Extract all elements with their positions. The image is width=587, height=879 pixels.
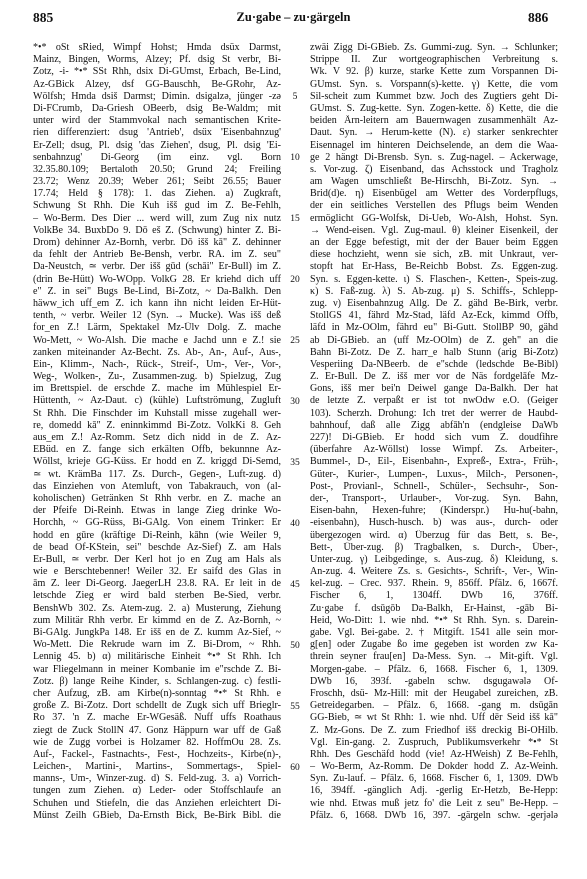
- text-line: *•* oSt sRied, Wimpf Hohst; Hmda dsüx Darmst,: [33, 42, 281, 53]
- text-line: Eisennagel im hinteren Deichselende, an dem die Waa-: [310, 139, 558, 151]
- text-line: Güter-, Kurier-, Lumpen-, Luxus-, Milch-, Personen-,: [310, 468, 558, 480]
- text-line: ermöglicht GG-Wolfsk, Di-Ueb, Wo-Alsh, Hohst. Syn.: [310, 212, 558, 224]
- text-line: Auf-, Fackel-, Fastnachts-, Fest-, Hochzeits-, Kirbe(n)-,: [33, 748, 281, 760]
- text-line: Weg-, Wolken-, Zu-, Zusammen-zug. b) Spielzug, Zug: [33, 371, 281, 383]
- text-line: senbahnzug' Di-Georg (im einz. vgl. Born: [33, 151, 281, 163]
- text-line: Mainz, Bingen, Worms, Alzey; Pf. dsig St verbr, Bi-: [33, 54, 281, 66]
- text-line: Drom) dehinner Az-Bornh, verbr. Dō išš kā" Z. dehinner: [33, 237, 281, 248]
- text-line: cher Aufzug, zB. am Kirbe(n)-sonntag *•* St Rhh. e: [33, 687, 281, 699]
- text-line: GUmst. Syn. s. Vorspann(s)-kette. γ) Kette, die vom: [310, 78, 558, 90]
- text-line: zwäi Zigg Di-GBieb. Zs. Gummi-zug. Syn. → Schlunker;: [310, 42, 558, 53]
- text-line: Daut. Syn. → Herum-kette (N). ε) starker senkrechter: [310, 127, 558, 139]
- text-line: Sil-scheit zum Kummet bzw. Joch des Zugtiers geht Di-: [310, 90, 558, 102]
- text-line: ziegt de Zuck StollN 47. Gonz Häppurn war uff de Gaß: [33, 724, 281, 736]
- text-line: Fischer 6, 1, 1304ff. DWb 16, 376ff.: [310, 590, 558, 602]
- text-line: rien differenziert: dsug 'Antrieb', dsüx 'Eisenbahnzug': [33, 127, 281, 139]
- text-line: der-, Transport-, Urlauber-, Vor-zug. Syn. Bahn,: [310, 492, 558, 504]
- text-line: wie e Berschtebenner! Weiler 32. Er saifd des Glas in: [33, 566, 281, 578]
- text-line: Bi-GAlg. JungkPa 148. Er išš en de Z. kumm Az-Sief, ~: [33, 627, 281, 638]
- text-line: 16, 394ff. -gänglich Adj. -gerlig Er-Hetzb, Be-Hepp:: [310, 785, 558, 797]
- text-line: Gons, išš mer bei'n Deiwel gange Da-Balkh. Der hat: [310, 383, 558, 395]
- text-line: unter wird der Stammvokal nach semantischen Krite-: [33, 115, 281, 127]
- text-line: häww_ich uff_em Z. ich kann ihn nicht leiden Er-Hüt-: [33, 297, 281, 309]
- text-line: g[en] oder Zugabe ßo ime gegeben ist worden zw Ka-: [310, 639, 558, 651]
- text-line: de letzte Z. verpaßt er ist tot nwOdw e.O. (Geiger: [310, 395, 558, 407]
- text-line: zug. ν) Eisenbahnzug Allg. De Z. gähd Be-Birk, verbr.: [310, 297, 558, 309]
- text-line: 17.74; Held § 178): 1. das Ziehen. a) Zugkraft,: [33, 188, 281, 200]
- text-line: ge 2 hängt Di-Brensb. Syn. s. Zug-nagel. – Ackerwage,: [310, 151, 558, 163]
- text-line: for_en Z.! Lärm, Spektakel Mz-Ülv Dolg. Z. mache: [33, 322, 281, 334]
- text-line: GG-Bieb, ≃ wt St Rhh: 1. wie nhd. Uff dēr Seid išš kā": [310, 712, 558, 724]
- text-line: war Fliegelmann in meiner Kombanie im e"rschde Z. Bi-: [33, 663, 281, 675]
- text-line: Z. Er-Bull. De Z. išš mer vor de Näs fordgelāfe Mz-: [310, 371, 558, 383]
- line-number: 50: [290, 640, 300, 651]
- text-line: κ) S. Faß-zug. λ) S. Ab-zug. μ) S. Schiffs-, Schlepp-: [310, 285, 558, 297]
- line-number-gutter: [284, 42, 306, 852]
- text-line: threin seyner frau[en] Da-Mess. Syn. → Mit-gift. Vgl.: [310, 651, 558, 663]
- text-line: – Wo-Berm, Az-Romm. De Dokder hodd Z. Az-Weinh.: [310, 761, 558, 773]
- text-line: tenth, ~ verbr. Weiler 12 (Syn. → Mucke). Was išš deß: [33, 310, 281, 322]
- page-number-left: 885: [33, 10, 54, 25]
- text-line: an der Egge befestigt, mit der der Bauer beim Eggen: [310, 237, 558, 248]
- line-number: 15: [290, 213, 300, 224]
- text-line: Münst Zeilh GBieb, Da-Ernsth Bick, Be-Birk Bibl. die: [33, 809, 281, 821]
- text-line: Wk. V 92. β) kurze, starke Kette zum Vorspannen Di-: [310, 66, 558, 78]
- text-line: -eisenbahn), Husch-husch. b) was aus-, durch- oder: [310, 517, 558, 529]
- text-line: Di-FCrumb, Da-Griesh OBeerb, dsig Be-Waldm; mit: [33, 102, 281, 114]
- line-number: 55: [290, 701, 300, 712]
- text-line: gabe. Vgl. Bei-gabe. 2. † Mitgift. 1541 alle sein mor-: [310, 627, 558, 638]
- text-line: Lennig 45. b) α) militärische Einheit *•* St Rhh. Ich: [33, 651, 281, 663]
- text-line: wie de Zugg vorbei is Holzamer 82. HoffmOu 28. Zs.: [33, 736, 281, 748]
- text-line: Vgl. Ein-gang. 2. Zuspruch, Publikumsverkehr *•* St: [310, 736, 558, 748]
- text-line: da fehlt der Antrieb Be-Bensh, verbr. RA. im Z. seu": [33, 249, 281, 261]
- text-line: diese hochzieht, wenn sie sich, zB. mit Unkraut, ver-: [310, 249, 558, 261]
- text-line: Rhh. Des Geschäfd hodd (vie! Az-HWeish) Z Be-Fehlh,: [310, 748, 558, 760]
- text-line: de bead Of-KStein, sei" beschde Az-Sief) Z. am Hals: [33, 541, 281, 553]
- text-line: Wo-Mett, ~ Wo-Alsh. Die mache e Jachd unn e Z.! sie: [33, 334, 281, 346]
- text-line: e" Z. in sei" Bugs Be-Lind, Bi-Zotz, ~ Da-Balkh. Den: [33, 285, 281, 297]
- line-number: 35: [290, 457, 300, 468]
- text-line: VolkBe 34. BuxbDo 9. Dō eš Z. (Schwung) hinter Z. Bi-: [33, 224, 281, 236]
- text-line: das Einziehen von Atemluft, von Tabakrauch, von (al-: [33, 480, 281, 492]
- text-line: Zotz, -i- *•* SSt Rhh, dsix Di-GUmst, Erbach, Be-Lind,: [33, 66, 281, 78]
- text-line: 23.72; Wenz 20.39; Weber 261; Seibt 26.55; Bauer: [33, 176, 281, 188]
- text-line: Horchh, ~ GG-Rüss, Bi-GAlg. Von einem Trinker: Er: [33, 517, 281, 529]
- text-line: stopft hat Er-Hass, Be-Reichb Bobst. Zs. Eggen-zug.: [310, 261, 558, 273]
- text-line: beiden Ärn-leitern am Bauernwagen zusammenhält Az-: [310, 115, 558, 127]
- text-line: 32.35.80.109; Bertaloth 20.50; Grund 24; Freiling: [33, 163, 281, 175]
- text-line: s. Vor-zug. ζ) Eisenband, das Achsstock und Tragholz: [310, 163, 558, 175]
- text-line: tungen zum Ziehen. α) Leder- oder Stoffschlaufe an: [33, 785, 281, 797]
- text-line: Unter-zug. γ) Leibgedinge, s. Aus-zug. δ) Kleidung, s.: [310, 553, 558, 565]
- text-line: Getreidegarben. – Pfälz. 6, 1668. -gang m. dsūgān: [310, 700, 558, 712]
- text-line: Ein-, Klimm-, Nach-, Rück-, Streif-, Um-, Ver-, Vor-,: [33, 358, 281, 370]
- text-line: im Brettspiel. de erschde Z. mache im Mühlespiel Er-: [33, 383, 281, 395]
- text-line: BenshWb 302. Zs. Atem-zug. 2. a) Musterung, Ziehung: [33, 602, 281, 614]
- text-line: re, domedd kā" Z. eninnkimmd Bi-Zotz. VolkKi 8. Geh: [33, 419, 281, 431]
- text-line: – Wo-Berm. Des Dier ... werd will, zum Zug nix nutz: [33, 212, 281, 224]
- text-line: Pfälz. 6, 1668. DWb 16, 397. -gärgeln schw. -gerjələ: [310, 809, 558, 821]
- text-line: Ro 37. 'n Z. mache Er-WGesäß. Nuff uffs Roathaus: [33, 712, 281, 724]
- text-line: Bummel-, D-, Eil-, Eisenbahn-, Expreß-, Extra-, Früh-,: [310, 456, 558, 468]
- text-line: Er-Zell; dsug, Pl. dsig 'das Ziehen', dsug, Pl. dsig 'Ei-: [33, 139, 281, 151]
- line-number: 10: [290, 152, 300, 163]
- text-line: der ein seitliches Verstellen des Pflugs beim Wenden: [310, 200, 558, 212]
- text-line: DWb 16, 393f. -gabeln schw. dsgugawələ Of-: [310, 675, 558, 687]
- left-column: [33, 42, 281, 852]
- text-line: 227)! Di-GBieb. Er hodd sich vum Z. doudfihre: [310, 432, 558, 443]
- line-number: 60: [290, 762, 300, 773]
- text-line: Post-, Provianl-, Schnell-, Schüler-, Sechsuhr-, Son-: [310, 480, 558, 492]
- text-line: übergezogen wird. α) Überzug für das Bett, s. Be-,: [310, 529, 558, 541]
- text-line: Zu·gabe f. dsūgōb Da-Balkh, Er-Hainst, -gāb Bi-: [310, 602, 558, 614]
- line-number: 20: [290, 274, 300, 285]
- text-line: Vesperiing Da-NBeerb. de e"schde (ledschde Be-Bibl): [310, 358, 558, 370]
- text-line: Schwung St Rhh. Die Kuh išš gud im Z. Be-Fehlh,: [33, 200, 281, 212]
- text-line: EBüd. en Z. fange sich erkälten Offb, bekunnne Az-: [33, 444, 281, 456]
- text-line: Bahn Bi-Zotz. De Z. harr_e halb Stunn (arig Bi-Zotz): [310, 346, 558, 358]
- text-line: aus_em Z.! Az-Romm. Setz dich nidd in de Z. Az-: [33, 432, 281, 443]
- running-head: Zu·gabe – zu·gärgeln: [236, 10, 351, 24]
- text-line: Er-Bull, ≃ verbr. Der Kerl hot jo en Zug am Hals als: [33, 553, 281, 565]
- text-line: 103). Scherzh. Drohung: Ich tret der werrer de Haubd-: [310, 407, 558, 419]
- text-line: Eisen-bahn, Hexen-fuhre; (Kinderspr.) Hu-hu(-bahn,: [310, 505, 558, 517]
- text-line: Syn. Zu-lauf. – Pfälz. 6, 1668. Fischer 6, 1, 1309. DWb: [310, 773, 558, 785]
- text-line: ≃ wt. KrämBa 117. Zs. Durch-, Gegen-, Luft-zug. d): [33, 468, 281, 480]
- line-number: 40: [290, 518, 300, 529]
- text-line: Hüttenth, ~ Az-Daut. c) (kühle) Luftströmung, Zugluft: [33, 395, 281, 407]
- text-line: Wölfsh; Hmda dsiš Darmst; Dimin. dsigalzə, jünger -zə: [33, 90, 281, 102]
- text-line: wie nhd. Etwas muß jetz fo' die Leit z seu" Be-Hepp. –: [310, 797, 558, 809]
- text-line: letschde Zieg er wird bald sterben Be-Sied, verbr.: [33, 590, 281, 602]
- text-line: Froschh, dsü- Mz-Hill: mit der Heugabel zureichen, zB.: [310, 687, 558, 699]
- line-number: 30: [290, 396, 300, 407]
- text-line: der Pfeife Di-Reinh. Etwas in lange Zieg drinke Wo-: [33, 505, 281, 517]
- text-line: Syn. s. Eggen-kette. ι) S. Flaschen-, Ketten-, Speis-zug.: [310, 273, 558, 285]
- text-line: große Z. Bi-Zotz. Dort schdellt de Zugk sich uff Brieglr-: [33, 700, 281, 712]
- text-line: Zotz. β) lange Reihe Kinder, s. Schlangen-zug. c) festli-: [33, 675, 281, 687]
- text-line: ām Z. leer Di-Georg. JaegerLH 23.8. RA. Er leit in de: [33, 578, 281, 590]
- text-line: (drin Be-Hütt) Wo-WOpp. VolkG 28. Er kriehd dich uff: [33, 273, 281, 285]
- text-line: GUmst. S. Zug-kette. Syn. Zogen-kette. δ) Kette, die die: [310, 102, 558, 114]
- text-line: StollGS 41, fährd Mz-Stad, läfd Az-Eck, kimmd Offb,: [310, 310, 558, 322]
- text-line: manns-, Um-, Winzer-zug. d) S. Feld-zug. 3. a) Vorrich-: [33, 773, 281, 785]
- page-header: [0, 10, 587, 30]
- text-line: An-zug. 4. Weitere Zs. s. Gesichts-, Schrift-, Ver-, Win-: [310, 566, 558, 578]
- text-line: Morgen-gabe. – Pfälz. 6, 1668. Fischer 6, 1, 1309.: [310, 663, 558, 675]
- text-line: zanken miteinander Az-Becht. Zs. Ab-, An-, Auf-, Aus-,: [33, 346, 281, 358]
- page-number-right: 886: [528, 10, 549, 25]
- text-line: Brid(d)e. η) Eisenbügel am Wetter des Vorderpflugs,: [310, 188, 558, 200]
- text-line: läfd in Mz-OOlm, fährd eu" Bi-Gutt. StollBP 90, gähd: [310, 322, 558, 334]
- text-line: Z. Mz-Gons. De Z. zum Friedhof išš dreckig Bi-OHilb.: [310, 724, 558, 736]
- line-number: 45: [290, 579, 300, 590]
- text-line: Wöllst, krieje GG-Küss. Er hodd en Z. kriggd Di-Semd,: [33, 456, 281, 468]
- text-line: Wo-Mett. Die Rekrude warn im Z. Bi-Drom, ~ Rhh.: [33, 639, 281, 651]
- text-line: → Wend-eisen. Vgl. Zug-maul. θ) kleiner Eisenkeil, der: [310, 224, 558, 236]
- text-line: ab Di-GBieb. an (uff Mz-OOlm) de Z. geh" an die: [310, 334, 558, 346]
- text-line: bahnhouf, daß alle Zigg abfāh'n (endgleise DaWb: [310, 419, 558, 431]
- text-line: Az-GBick Alzey, dsf GG-Bauschh, Be-GRohr, Az-: [33, 78, 281, 90]
- text-line: Leichen-, Martini-, Martins-, Sommertags-, Spiel-: [33, 761, 281, 773]
- text-line: St Rhh. Die Finschder im Kuhstall misse zugehall wer-: [33, 407, 281, 419]
- text-line: Schuhen und Stiefeln, die das Anziehen erleichtert Di-: [33, 797, 281, 809]
- line-number: 25: [290, 335, 300, 346]
- text-line: (überfahre Az-Wöllst) losse Wimpf. Zs. Arbeiter-,: [310, 444, 558, 456]
- text-line: Heid, Wo-Ditt: 1. wie nhd. *•* St Rhh. Syn. s. Darein-: [310, 614, 558, 626]
- right-column: [310, 42, 558, 852]
- line-number: 5: [292, 91, 298, 102]
- text-line: kel-zug. – Crec. 937. Rhein. 9, 856ff. Pfälz. 6, 1667f.: [310, 578, 558, 590]
- text-line: hodd en gūre (kräftige Di-Reinh, kāhn (wie Weiler 9,: [33, 529, 281, 541]
- text-line: Bett-, Über-zug. β) Tragbalken, s. Durch-, Über-,: [310, 541, 558, 553]
- text-line: Strippe II. Zur wortgeographischen Verbreitung s.: [310, 54, 558, 66]
- text-line: koholischen) Getränken St Rhh verbr. en Z. mache an: [33, 492, 281, 504]
- text-line: am Wagen umschließt Be-Hirschh, Bi-Zotz. Syn. →: [310, 176, 558, 188]
- text-line: Da-Neustch, ≃ verbr. Der išš gūd (schāi" Er-Bull) im Z.: [33, 261, 281, 273]
- text-line: zum Militär Rhh verbr. Er kimmd en de Z. Az-Bornh, ~: [33, 614, 281, 626]
